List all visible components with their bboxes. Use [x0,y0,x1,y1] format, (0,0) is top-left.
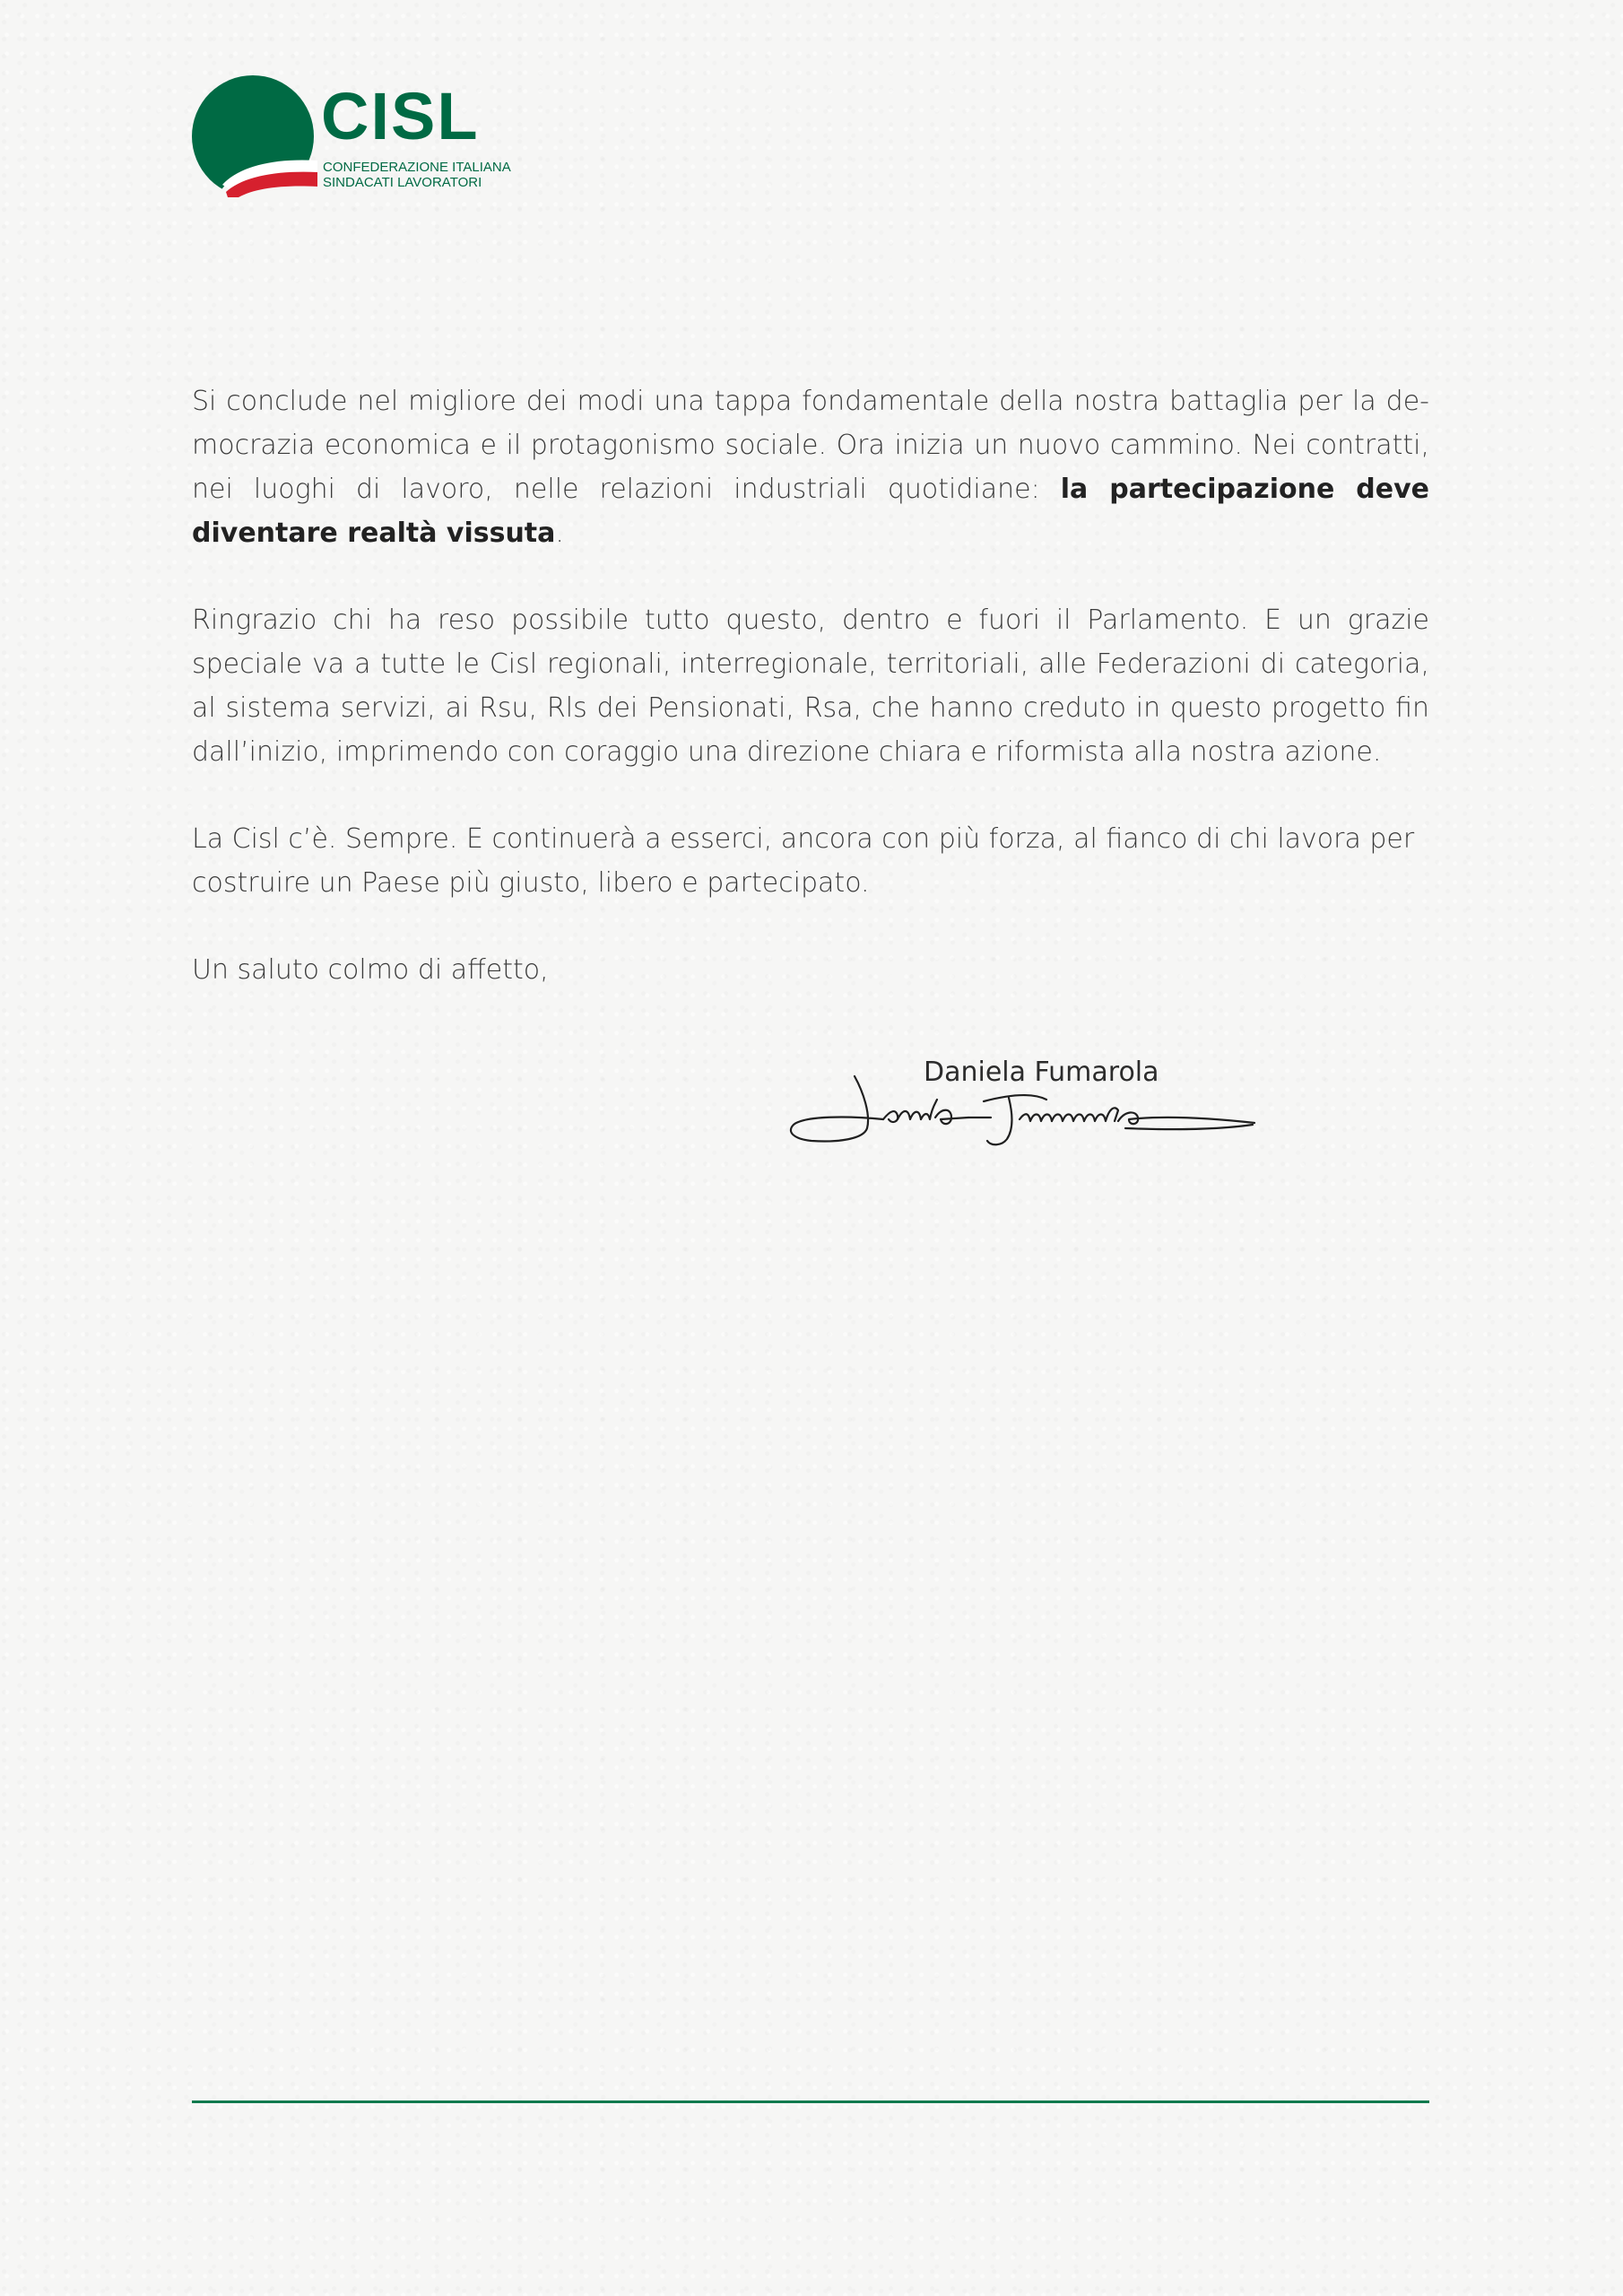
cisl-logo-mark-icon [192,75,317,197]
paragraph-1-text: Si conclude nel migliore dei modi una tappa fondamentale della nostra battaglia per la democrazia economica e il protagonismo sociale. Ora inizia un nuovo cammino. Nei contratti, nei luoghi di lavoro, nelle relazioni industriali quotidiane: [192,386,1429,505]
closing-line: Un saluto colmo di affetto, [192,954,549,986]
paragraph-1 [192,379,1429,555]
cisl-wordmark: CISL [321,79,480,153]
signatory-name: Daniela Fumarola [924,1057,1159,1088]
cisl-subtitle [323,160,511,190]
paragraph-2: Ringrazio chi ha reso possibile tutto questo, dentro e fuori il Parlamento. E un grazie speciale va a tutte le Cisl regionali, interregionale, territoriali, alle Federazioni di categoria, al sistema servizi, ai Rsu, Rls dei Pensionati, Rsa, che hanno creduto in questo progetto fin dall’inizio, imprimendo con coraggio una direzione chiara e riformista alla nostra azione. [192,604,1429,768]
paragraph-3: La Cisl c’è. Sempre. E continuerà a esserci, ancora con più forza, al fianco di chi lavora per costruire un Paese più giusto, libero e partecipato. [192,823,1415,899]
cisl-logo [192,75,533,201]
footer-divider [192,2100,1429,2103]
handwritten-signature [785,1065,1260,1155]
paragraph-1-end: . [555,517,564,549]
letter-body [192,379,1429,1035]
paragraph-1-emphasis: la partecipazione deve diventare realtà vissuta [192,474,1429,549]
cisl-subtitle-line2: SINDACATI LAVORATORI [323,175,482,190]
cisl-subtitle-line1: CONFEDERAZIONE ITALIANA [323,160,511,175]
